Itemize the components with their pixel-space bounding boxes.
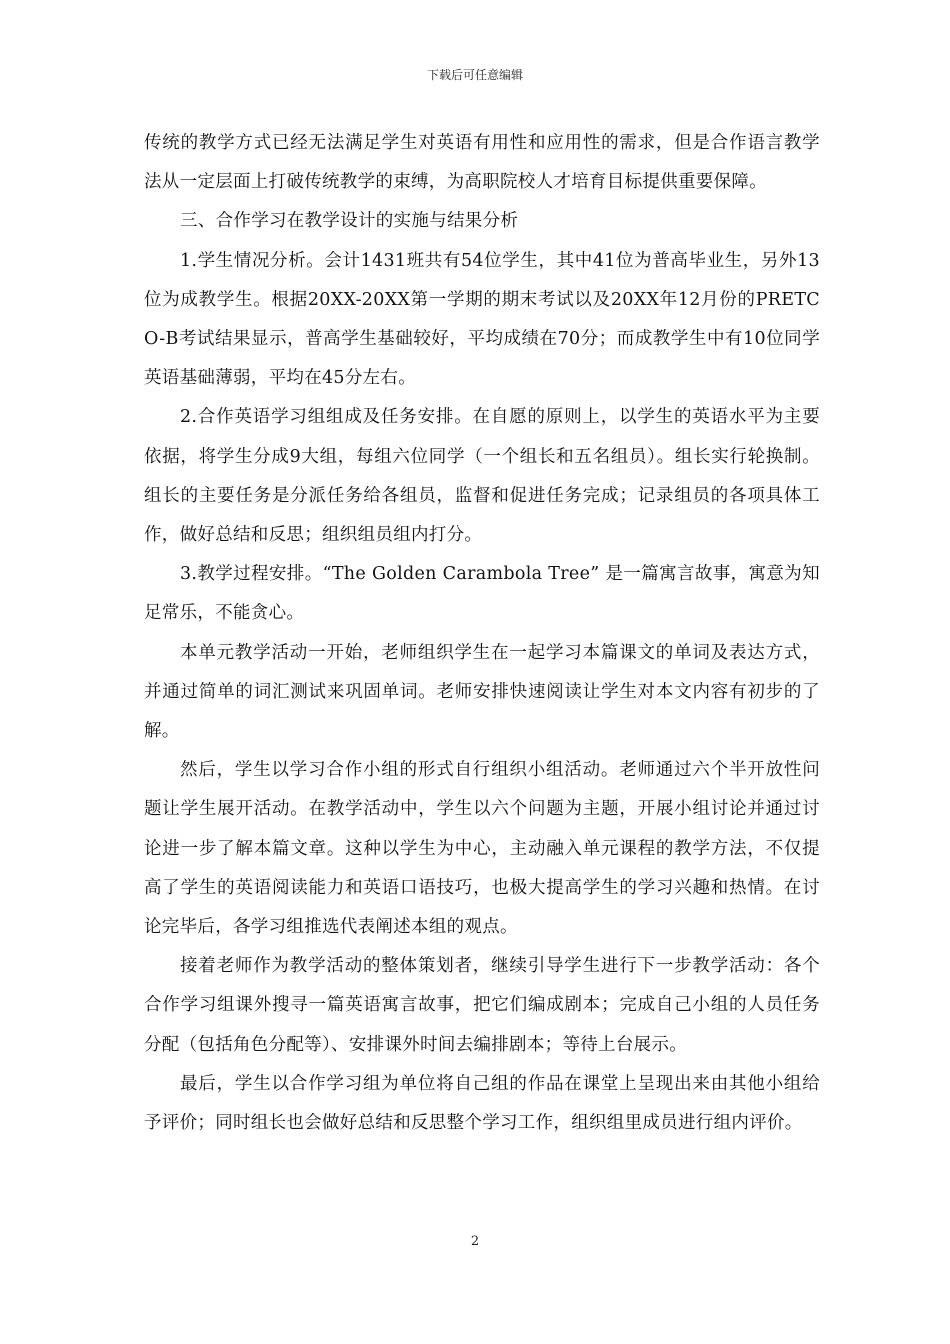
- paragraph-student-analysis: 1.学生情况分析。会计1431班共有54位学生，其中41位为普高毕业生，另外13位为成教学生。根据20XX-20XX第一学期的期末考试以及20XX年12月份的PRETCO-B考试结果显示，普高学生基础较好，平均成绩在70分；而成教学生中有10位同学英语基础薄弱，平均在45分左右。: [144, 250, 820, 389]
- paragraph-group-activity: 然后，学生以学习合作小组的形式自行组织小组活动。老师通过六个半开放性问题让学生展开活动。在教学活动中，学生以六个问题为主题，开展小组讨论并通过讨论进一步了解本篇文章。这种以学生为中心，主动融入单元课程的教学方法，不仅提高了学生的英语阅读能力和英语口语技巧，也极大提高学生的学习兴趣和热情。在讨论完毕后，各学习组推选代表阐述本组的观点。: [144, 760, 820, 938]
- paragraph-next-step: 接着老师作为教学活动的整体策划者，继续引导学生进行下一步教学活动：各个合作学习组课外搜寻一篇英语寓言故事，把它们编成剧本；完成自己小组的人员任务分配（包括角色分配等）、安排课外时间去编排剧本；等待上台展示。: [144, 956, 820, 1055]
- page-header: 下载后可任意编辑: [426, 68, 523, 82]
- page-number: 2: [470, 1234, 480, 1249]
- paragraph-unit-start: 本单元教学活动一开始，老师组织学生在一起学习本篇课文的单词及表达方式，并通过简单的词汇测试来巩固单词。老师安排快速阅读让学生对本文内容有初步的了解。: [144, 642, 820, 742]
- section-heading: 三、合作学习在教学设计的实施与结果分析: [180, 211, 519, 232]
- paragraph-continuation: 传统的教学方式已经无法满足学生对英语有用性和应用性的需求，但是合作语言教学法从一定层面上打破传统教学的束缚，为高职院校人才培育目标提供重要保障。: [144, 133, 820, 193]
- paragraph-final-evaluation: 最后，学生以合作学习组为单位将自己组的作品在课堂上呈现出来由其他小组给予评价；同时组长也会做好总结和反思整个学习工作，组织组里成员进行组内评价。: [144, 1073, 820, 1134]
- document-body: [144, 124, 820, 1143]
- paragraph-teaching-process: 3.教学过程安排。“The Golden Carambola Tree” 是一篇寓言故事，寓意为知足常乐，不能贪心。: [144, 564, 820, 624]
- paragraph-group-arrangement: 2.合作英语学习组组成及任务安排。在自愿的原则上，以学生的英语水平为主要依据，将学生分成9大组，每组六位同学（一个组长和五名组员）。组长实行轮换制。组长的主要任务是分派任务给各组员，监督和促进任务完成；记录组员的各项具体工作，做好总结和反思；组织组员组内打分。: [144, 407, 820, 546]
